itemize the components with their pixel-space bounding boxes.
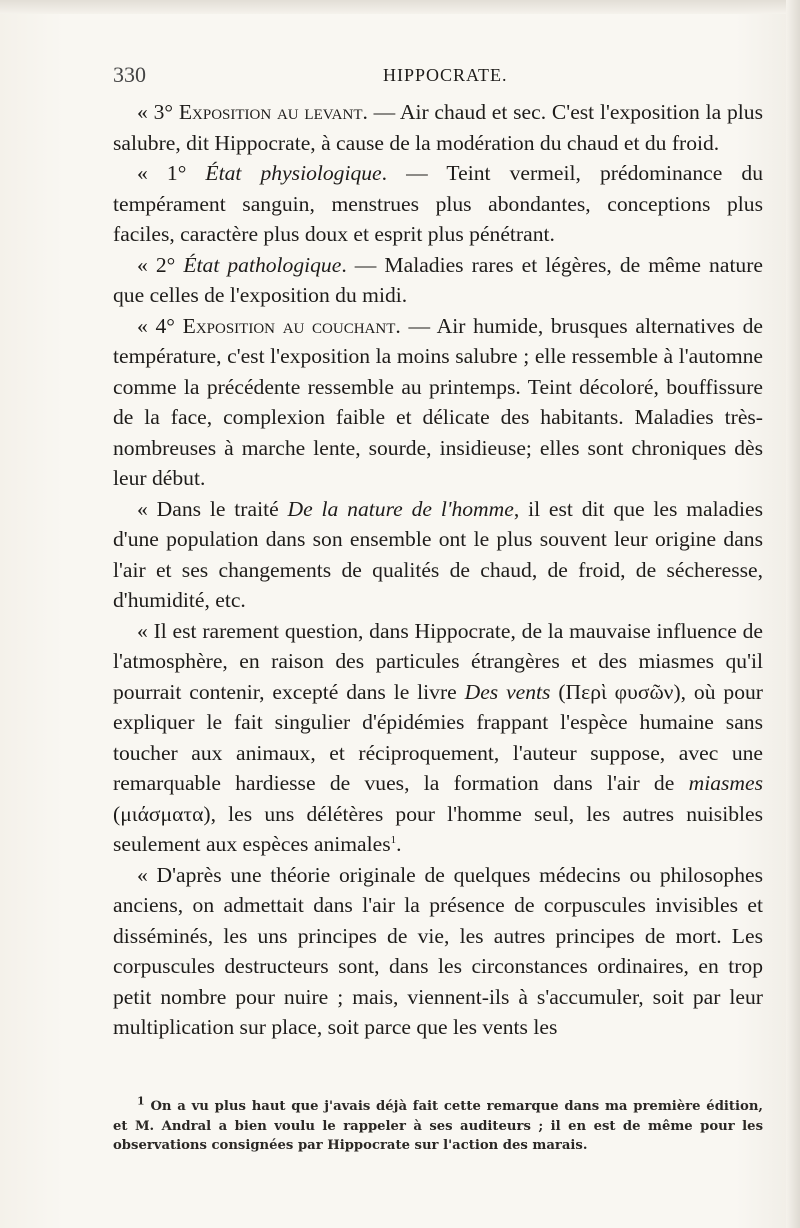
paragraph-exposition-couchant xyxy=(113,311,763,494)
book-title: De la nature de l'homme xyxy=(287,496,514,521)
page-number: 330 xyxy=(113,62,146,87)
item-number: 3° xyxy=(153,100,179,124)
body-text xyxy=(113,97,763,1043)
paragraph-exposition-levant xyxy=(113,97,763,158)
quote-mark: « xyxy=(137,161,167,185)
subsection-heading: État pathologique xyxy=(183,252,342,277)
page-right-edge xyxy=(786,0,800,1228)
footnote-1 xyxy=(113,1094,763,1156)
quote-mark: « xyxy=(137,100,154,124)
item-number: 4° xyxy=(155,313,183,338)
paragraph-text: Air chaud et sec. C'est l'exposition la plus salubre, dit Hippocrate, à cause de la modération du chaud et du froid. xyxy=(113,100,763,155)
quote-mark: « xyxy=(137,313,156,338)
separator: . — xyxy=(362,100,400,124)
paragraph-text: « D'après une théorie originale de quelques médecins ou philosophes anciens, on admettait dans l'air la présence de corpuscules invisibles et disséminés, les uns principes de vie, les autres principes de mort. Les corpuscules destructeurs sont, dans les circonstances ordinaires, en trop petit nombre pour nuire ; mais, viennent-ils à s'accumuler, soit par leur multiplication sur place, soit parce que les vents les xyxy=(113,862,763,1039)
paragraph-text: « Dans le traité xyxy=(137,496,288,521)
footnote-reference[interactable]: 1 xyxy=(390,833,397,846)
book-title: Des vents xyxy=(464,679,551,704)
separator: . — xyxy=(395,313,437,338)
separator: . — xyxy=(341,252,385,277)
paragraph-text: (μιάσματα), les uns délétères pour l'homme seul, les autres nuisibles seulement aux espèces animales xyxy=(113,801,763,856)
item-number: 1° xyxy=(166,161,206,185)
footnote-marker: 1 xyxy=(137,1094,145,1108)
paragraph-corpuscules xyxy=(113,860,763,1043)
paragraph-des-vents xyxy=(113,616,763,860)
paragraph-text: (Περὶ φυσῶν), où pour expliquer le fait singulier d'épidémies frappant l'espèce humaine sans toucher aux animaux, et réciproquement, l'auteur suppose, avec une remarquable hardiesse de vues, la formation dans l'air de xyxy=(113,679,763,795)
quote-mark: « xyxy=(137,252,156,277)
section-heading: Exposition au couchant xyxy=(182,313,396,338)
paragraph-etat-physiologique xyxy=(113,158,763,250)
paragraph-nature-homme xyxy=(113,494,763,616)
emphasized-term: miasmes xyxy=(688,771,763,795)
footnote-text: On a vu plus haut que j'avais déjà fait cette remarque dans ma première édition, et M. Andral a bien voulu le rappeler à ses auditeurs ; il en est de même pour les observations consignées par Hippocrate sur l'action des marais. xyxy=(113,1099,763,1153)
paragraph-text: . xyxy=(396,832,402,856)
section-heading: Exposition au levant xyxy=(178,100,363,124)
item-number: 2° xyxy=(155,252,184,277)
page-top-edge xyxy=(0,0,800,14)
paragraph-text: , il est dit que les maladies d'une population dans son ensemble ont le plus souvent leur origine dans l'air et ses changements de qualités de chaud, de froid, de sécheresse, d'humidité, etc. xyxy=(113,496,763,612)
paragraph-text: « Il est rarement question, dans Hippocrate, de la mauvaise influence de l'atmosphère, en raison des particules étrangères et des miasmes qu'il pourrait contenir, excepté dans le livre xyxy=(113,618,763,704)
separator: . — xyxy=(381,161,447,185)
paragraph-etat-pathologique xyxy=(113,250,763,311)
paragraph-text: Air humide, brusques alternatives de température, c'est l'exposition la moins salubre ; elle ressemble à l'automne comme la précédente ressemble au printemps. Teint décoloré, bouffissure de la face, complexion faible et délicate des habitants. Maladies très-nombreuses à marche lente, sourde, insidieuse; elles sont chroniques dès leur début. xyxy=(113,313,763,490)
footnotes xyxy=(113,1094,763,1156)
running-title: HIPPOCRATE. xyxy=(383,65,508,85)
paragraph-text: Teint vermeil, prédominance du tempérament sanguin, menstrues plus abondantes, conceptions plus faciles, caractère plus doux et esprit plus pénétrant. xyxy=(113,161,763,246)
page-header xyxy=(113,62,763,88)
paragraph-text: Maladies rares et légères, de même nature que celles de l'exposition du midi. xyxy=(113,252,764,307)
subsection-heading: État physiologique xyxy=(205,161,382,185)
